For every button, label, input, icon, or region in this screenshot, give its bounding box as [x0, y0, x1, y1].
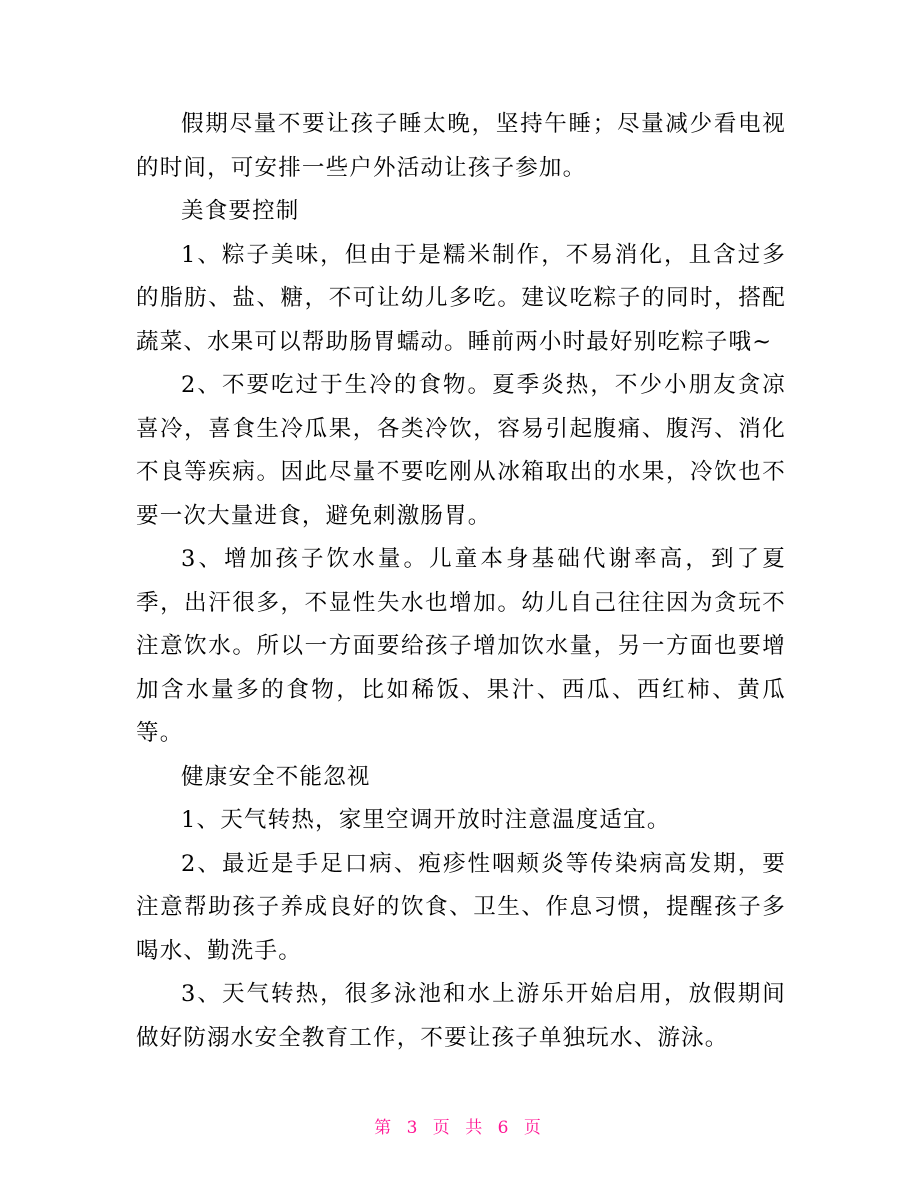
paragraph-holiday-sleep: 假期尽量不要让孩子睡太晚，坚持午睡；尽量减少看电视的时间，可安排一些户外活动让孩子参加。: [136, 111, 786, 181]
paragraph-water-intake: 3、增加孩子饮水量。儿童本身基础代谢率高，到了夏季，出汗很多，不显性失水也增加。幼儿自己往往因为贪玩不注意饮水。所以一方面要给孩子增加饮水量，另一方面也要增加含水量多的食物，比如稀饭、果汁、西瓜、西红柿、黄瓜等。: [136, 546, 786, 746]
paragraph-cold-food: 2、不要吃过于生冷的食物。夏季炎热，不少小朋友贪凉喜冷，喜食生冷瓜果，各类冷饮，容易引起腹痛、腹泻、消化不良等疾病。因此尽量不要吃刚从冰箱取出的水果，冷饮也不要一次大量进食，避免刺激肠胃。: [136, 372, 786, 529]
paragraph-infectious-disease: 2、最近是手足口病、疱疹性咽颊炎等传染病高发期，要注意帮助孩子养成良好的饮食、卫生、作息习惯，提醒孩子多喝水、勤洗手。: [136, 850, 786, 964]
paragraph-zongzi: 1、粽子美味，但由于是糯米制作，不易消化，且含过多的脂肪、盐、糖，不可让幼儿多吃。建议吃粽子的同时，搭配蔬菜、水果可以帮助肠胃蠕动。睡前两小时最好别吃粽子哦~: [136, 241, 786, 355]
document-body: [136, 103, 786, 1060]
section-heading-food: 美食要控制: [181, 198, 300, 224]
section-heading-health: 健康安全不能忽视: [181, 763, 371, 790]
paragraph-drowning-safety: 3、天气转热，很多泳池和水上游乐开始启用，放假期间做好防溺水安全教育工作，不要让孩子单独玩水、游泳。: [136, 981, 786, 1051]
page-number-footer: 第 3 页 共 6 页: [374, 1118, 546, 1138]
paragraph-air-conditioner: 1、天气转热，家里空调开放时注意温度适宜。: [181, 807, 671, 833]
